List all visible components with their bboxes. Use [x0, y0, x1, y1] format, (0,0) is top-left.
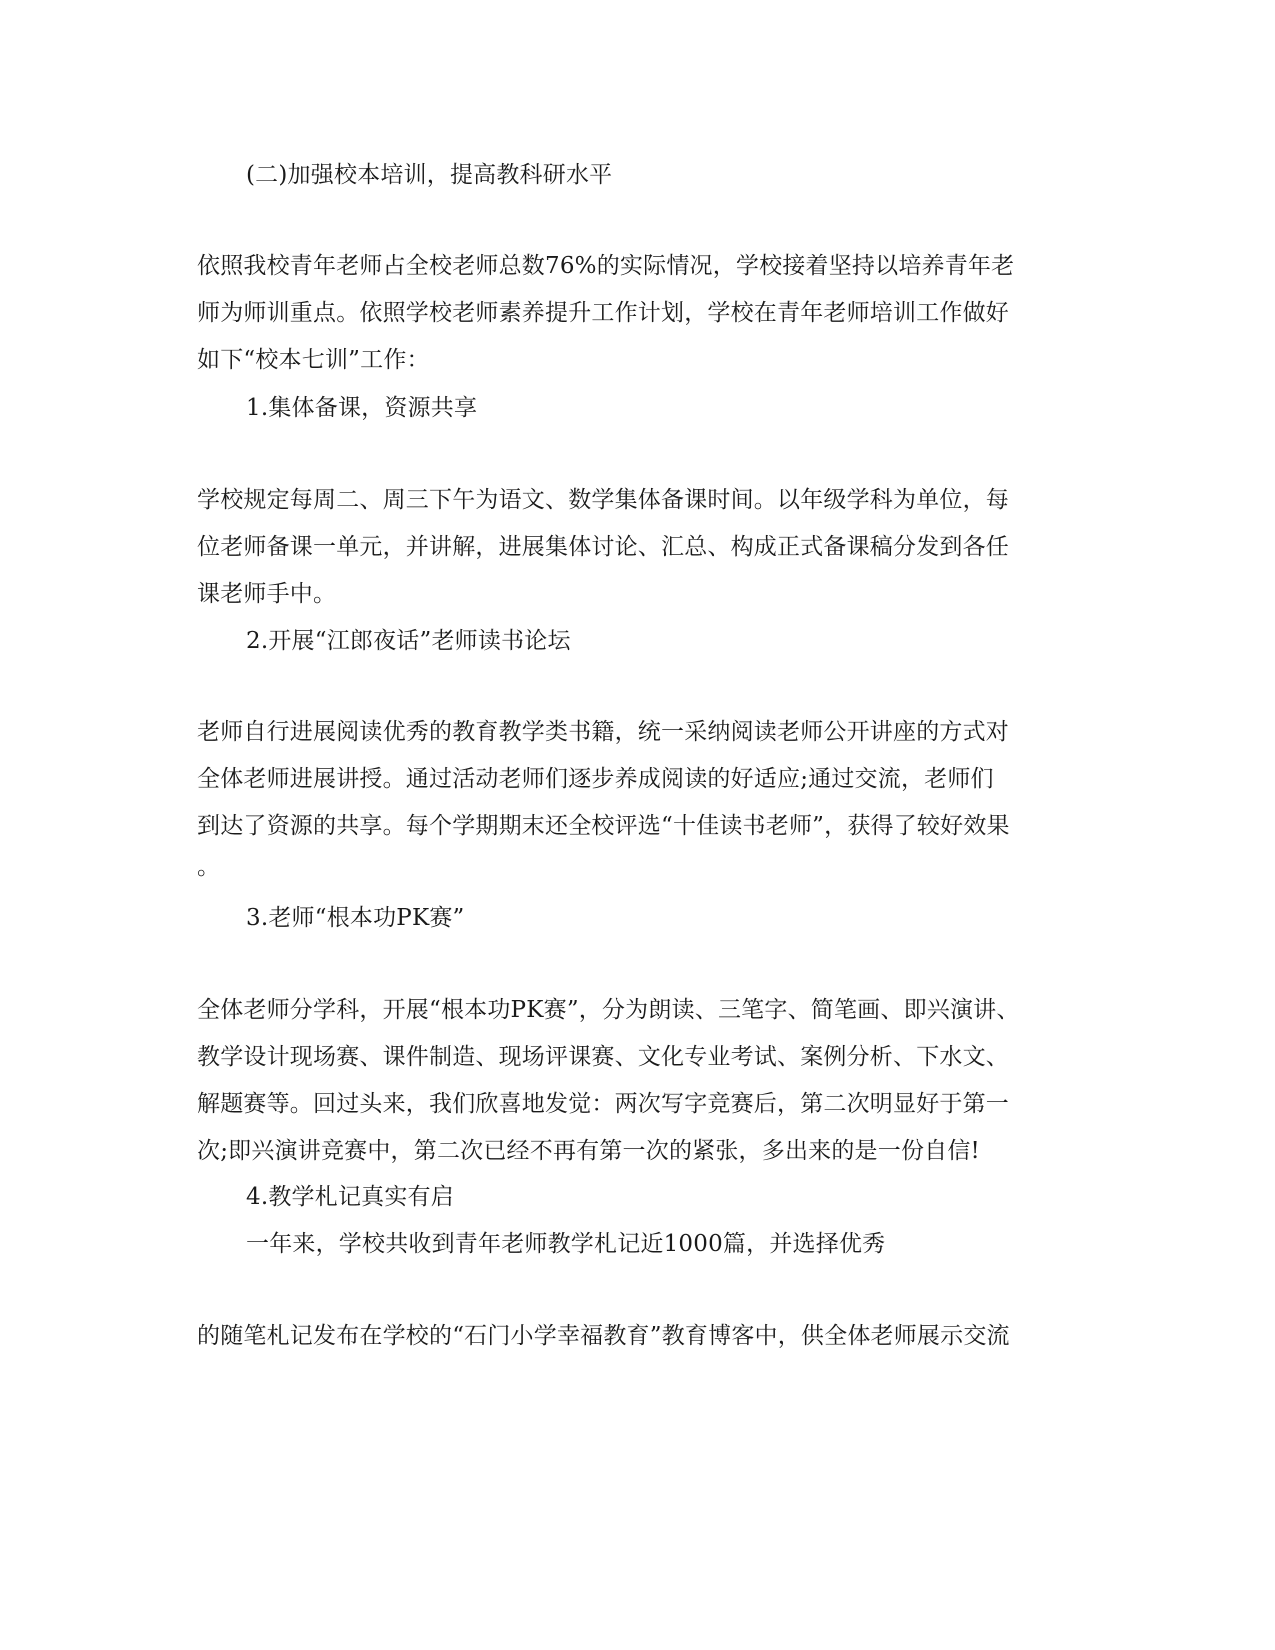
- paragraph-line: 全体老师分学科，开展“根本功PK赛”，分为朗读、三笔字、简笔画、即兴演讲、: [197, 997, 1020, 1023]
- paragraph-line: 一年来，学校共收到青年老师教学札记近1000篇，并选择优秀: [246, 1231, 886, 1257]
- list-item-title: 1.集体备课，资源共享: [246, 395, 478, 421]
- paragraph-line: 全体老师进展讲授。通过活动老师们逐步养成阅读的好适应;通过交流，老师们: [197, 766, 994, 792]
- paragraph-line: 学校规定每周二、周三下午为语文、数学集体备课时间。以年级学科为单位，每: [197, 487, 1009, 513]
- paragraph-line: 次;即兴演讲竞赛中，第二次已经不再有第一次的紧张，多出来的是一份自信!: [197, 1138, 980, 1164]
- paragraph-line: 师为师训重点。依照学校老师素养提升工作计划，学校在青年老师培训工作做好: [197, 300, 1009, 326]
- paragraph-line: 老师自行进展阅读优秀的教育教学类书籍，统一采纳阅读老师公开讲座的方式对: [197, 719, 1009, 745]
- list-item-title: 4.教学札记真实有启: [246, 1184, 454, 1210]
- paragraph-line: 解题赛等。回过头来，我们欣喜地发觉：两次写字竞赛后，第二次明显好于第一: [197, 1091, 1009, 1117]
- section-heading: (二)加强校本培训，提高教科研水平: [246, 162, 613, 188]
- paragraph-line: 如下“校本七训”工作：: [197, 347, 430, 373]
- list-item-title: 3.老师“根本功PK赛”: [246, 905, 465, 931]
- paragraph-line: 依照我校青年老师占全校老师总数76%的实际情况，学校接着坚持以培养青年老: [197, 253, 1015, 279]
- paragraph-line: 课老师手中。: [197, 581, 337, 607]
- paragraph-line: 的随笔札记发布在学校的“石门小学幸福教育”教育博客中，供全体老师展示交流: [197, 1323, 1010, 1349]
- paragraph-line: 。: [197, 854, 221, 880]
- paragraph-line: 到达了资源的共享。每个学期期末还全校评选“十佳读书老师”，获得了较好效果: [197, 813, 1010, 839]
- paragraph-line: 教学设计现场赛、课件制造、现场评课赛、文化专业考试、案例分析、下水文、: [197, 1044, 1009, 1070]
- paragraph-line: 位老师备课一单元，并讲解，进展集体讨论、汇总、构成正式备课稿分发到各任: [197, 534, 1009, 560]
- list-item-title: 2.开展“江郎夜话”老师读书论坛: [246, 628, 571, 654]
